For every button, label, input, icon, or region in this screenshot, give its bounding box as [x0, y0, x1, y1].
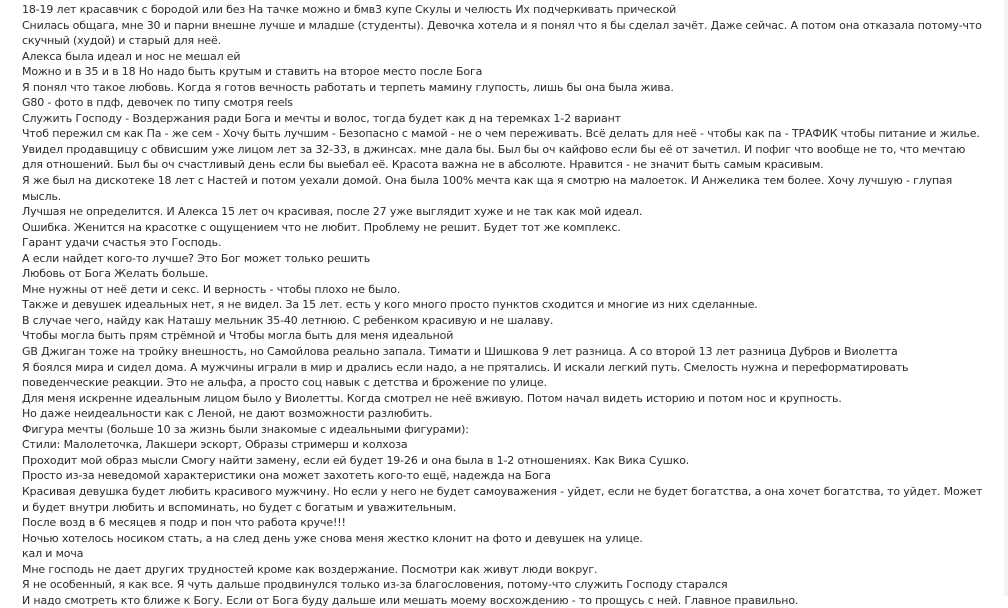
note-line: Алекса была идеал и нос не мешал ей — [22, 49, 241, 63]
note-line: G80 - фото в пдф, девочек по типу смотря reels — [22, 96, 293, 110]
note-line: кал и моча — [22, 547, 84, 561]
note-line: Лучшая не определится. И Алекса 15 лет оч красивая, после 27 уже выглядит хуже и не так как мой идеал. — [22, 205, 643, 219]
note-line: Для меня искренне идеальным лицом было у Виолетты. Когда смотрел не неё вживую. Потом начал видеть историю и потом нос и крупность. — [22, 391, 842, 405]
note-line: Гарант удачи счастья это Господь. — [22, 236, 222, 250]
note-line: Мне господь не дает других трудностей кроме как воздержание. Посмотри как живут люди вокруг. — [22, 562, 598, 576]
note-line: Красивая девушка будет любить красивого мужчину. Но если у него не будет самоуважения - уйдет, если не будет богатства, а она хочет богатства, то уйдет. Может и будет внутри любить и вспоминать, но будет с богатым и уважительным. — [22, 484, 983, 514]
note-line: Чтоб пережил см как Па - же сем - Хочу быть лучшим - Безопасно с мамой - не о чем переживать. Всё делать для неё - чтобы как па - ТРАФИК чтобы питание и жилье. — [22, 127, 980, 141]
note-line: Также и девушек идеальных нет, я не видел. За 15 лет. есть у кого много просто пунктов сходится и многие из них сделанные. — [22, 298, 758, 312]
note-line: Проходит мой образ мысли Смогу найти замену, если ей будет 19-26 и она была в 1-2 отношениях. Как Вика Сушко. — [22, 453, 690, 467]
note-line: В случае чего, найду как Наташу мельник 35-40 летнюю. С ребенком красивую и не шалаву. — [22, 313, 554, 327]
note-line: GB Джиган тоже на тройку внешность, но Самойлова реально запала. Тимати и Шишкова 9 лет разница. А со второй 13 лет разница Дубров и Виолетта — [22, 345, 898, 359]
note-line: Я понял что такое любовь. Когда я готов вечность работать и терпеть мамину глупость, лишь бы она была жива. — [22, 80, 674, 94]
note-line: Фигура мечты (больше 10 за жизнь были знакомые с идеальными фигурами): — [22, 422, 469, 436]
note-line: 18-19 лет красавчик с бородой или без На тачке можно и бмв3 купе Скулы и челюсть Их подчеркивать прической — [22, 3, 677, 16]
note-line: Служить Господу - Воздержания ради Бога и мечты и волос, тогда будет как д на теремках 1-2 вариант — [22, 111, 621, 125]
note-line: Ночью хотелось носиком стать, а на след день уже снова меня жестко клонит на фото и девушек на улице. — [22, 531, 643, 545]
note-line: Можно и в 35 и в 18 Но надо быть крутым и ставить на второе место после Бога — [22, 65, 483, 79]
note-document — [22, 2, 984, 608]
note-line: Я боялся мира и сидел дома. А мужчины играли в мир и дрались если надо, а не прятались. И искали легкий путь. Смелость нужна и переформатировать поведенческие реакции. Это не альфа, а просто соц навык с детства и брожение по улице. — [22, 360, 909, 390]
note-line: Стили: Малолеточка, Лакшери эскорт, Образы стримерш и колхоза — [22, 438, 408, 452]
note-line: Просто из-за неведомой характеристики она может захотеть кого-то ещё, надежда на Бога — [22, 469, 551, 483]
note-line: Я же был на дискотеке 18 лет с Настей и потом уехали домой. Она была 100% мечта как ща я смотрю на малоеток. И Анжелика тем более. Хочу лучшую - глупая мысль. — [22, 174, 953, 203]
note-line: А если найдет кого-то лучше? Это Бог может только решить — [22, 251, 371, 265]
note-line: Увидел продавщицу с обвисшим уже лицом лет за 32-33, в джинсах. мне дала бы. Был бы оч кайфово если бы её от зачетил. И пофиг что вообще не то, что мечтаю для отношений. Был бы оч счастливый день если бы выебал её. Красота важна не в абсолюте. Нравится - не значит быть самым красивым. — [22, 142, 966, 172]
note-line: После возд в 6 месяцев я подр и пон что работа круче!!! — [22, 516, 346, 530]
note-line: Чтобы могла быть прям стрёмной и Чтобы могла быть для меня идеальной — [22, 329, 454, 343]
vertical-scrollbar[interactable] — [1004, 0, 1008, 596]
note-line: Снилась общага, мне 30 и парни внешне лучше и младше (студенты). Девочка хотела и я понял что я бы сделал зачёт. Даже сейчас. А потом она отказала потому-что скучный (худой) и старый для неё. — [22, 18, 982, 48]
note-line: Ошибка. Женится на красотке с ощущением что не любит. Проблему не решит. Будет тот же комплекс. — [22, 220, 621, 234]
note-line: И надо смотреть кто ближе к Богу. Если от Бога буду дальше или мешать моему восхождению - то прощусь с ней. Главное правильно. — [22, 593, 799, 607]
note-line: Любовь от Бога Желать больше. — [22, 267, 209, 281]
note-line: Но даже неидеальности как с Леной, не дают возможности разлюбить. — [22, 407, 433, 421]
note-line: Мне нужны от неё дети и секс. И верность - чтобы плохо не было. — [22, 282, 401, 296]
note-line: Я не особенный, я как все. Я чуть дальше продвинулся только из-за благословения, потому-что служить Господу старался — [22, 578, 728, 592]
